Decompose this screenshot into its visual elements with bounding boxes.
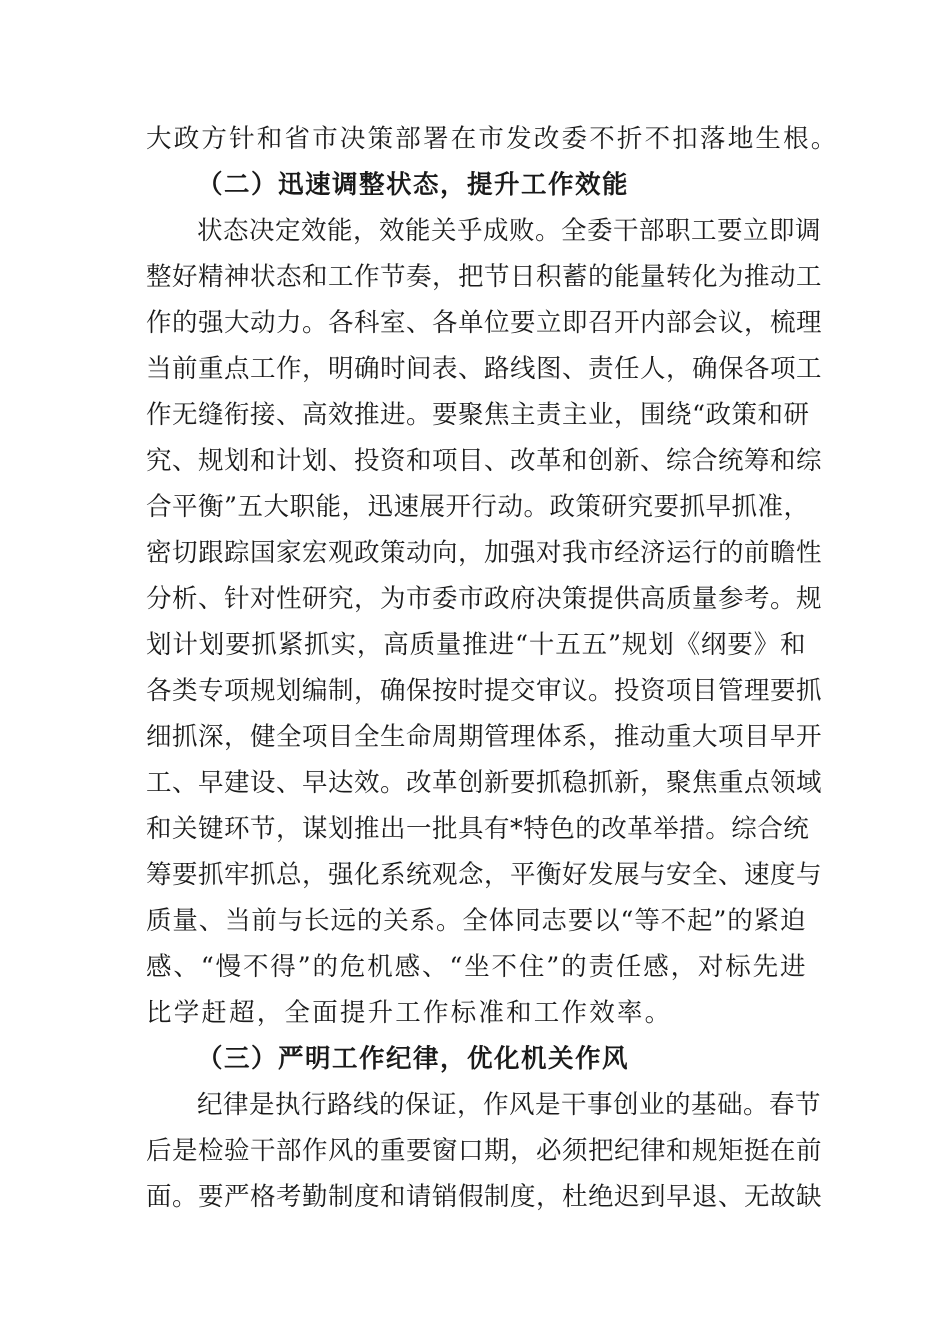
- section-heading: （二）迅速调整状态，提升工作效能: [197, 170, 630, 200]
- paragraph-line: 整好精神状态和工作节奏，把节日积蓄的能量转化为推动工: [146, 262, 823, 292]
- paragraph-line: 状态决定效能，效能关乎成败。全委干部职工要立即调: [197, 216, 822, 246]
- paragraph-line: 作的强大动力。各科室、各单位要立即召开内部会议，梳理: [146, 308, 823, 338]
- paragraph-line: 细抓深，健全项目全生命周期管理体系，推动重大项目早开: [146, 722, 823, 752]
- paragraph-line: 究、规划和计划、投资和项目、改革和创新、综合统筹和综: [146, 446, 823, 476]
- paragraph-line: 筹要抓牢抓总，强化系统观念，平衡好发展与安全、速度与: [146, 860, 823, 890]
- paragraph-line: 纪律是执行路线的保证，作风是干事创业的基础。春节: [197, 1090, 822, 1120]
- paragraph-line: 分析、针对性研究，为市委市政府决策提供高质量参考。规: [146, 584, 823, 614]
- paragraph-line: 大政方针和省市决策部署在市发改委不折不扣落地生根。: [146, 124, 839, 154]
- paragraph-line: 划计划要抓紧抓实，高质量推进“十五五”规划《纲要》和: [146, 630, 806, 660]
- paragraph-line: 感、“慢不得”的危机感、“坐不住”的责任感，对标先进: [146, 952, 806, 982]
- paragraph-line: 合平衡”五大职能，迅速展开行动。政策研究要抓早抓准，: [146, 492, 810, 522]
- paragraph-line: 各类专项规划编制，确保按时提交审议。投资项目管理要抓: [146, 676, 823, 706]
- paragraph-line: 后是检验干部作风的重要窗口期，必须把纪律和规矩挺在前: [146, 1136, 823, 1166]
- paragraph-line: 比学赶超，全面提升工作标准和工作效率。: [146, 998, 673, 1028]
- paragraph-line: 和关键环节，谋划推出一批具有*特色的改革举措。综合统: [146, 814, 810, 844]
- paragraph-line: 当前重点工作，明确时间表、路线图、责任人，确保各项工: [146, 354, 823, 384]
- paragraph-line: 工、早建设、早达效。改革创新要抓稳抓新，聚焦重点领域: [146, 768, 823, 798]
- section-heading: （三）严明工作纪律，优化机关作风: [197, 1044, 630, 1074]
- paragraph-line: 质量、当前与长远的关系。全体同志要以“等不起”的紧迫: [146, 906, 806, 936]
- paragraph-line: 作无缝衔接、高效推进。要聚焦主责主业，围绕“政策和研: [146, 400, 810, 430]
- paragraph-line: 密切跟踪国家宏观政策动向，加强对我市经济运行的前瞻性: [146, 538, 823, 568]
- paragraph-line: 面。要严格考勤制度和请销假制度，杜绝迟到早退、无故缺: [146, 1182, 823, 1212]
